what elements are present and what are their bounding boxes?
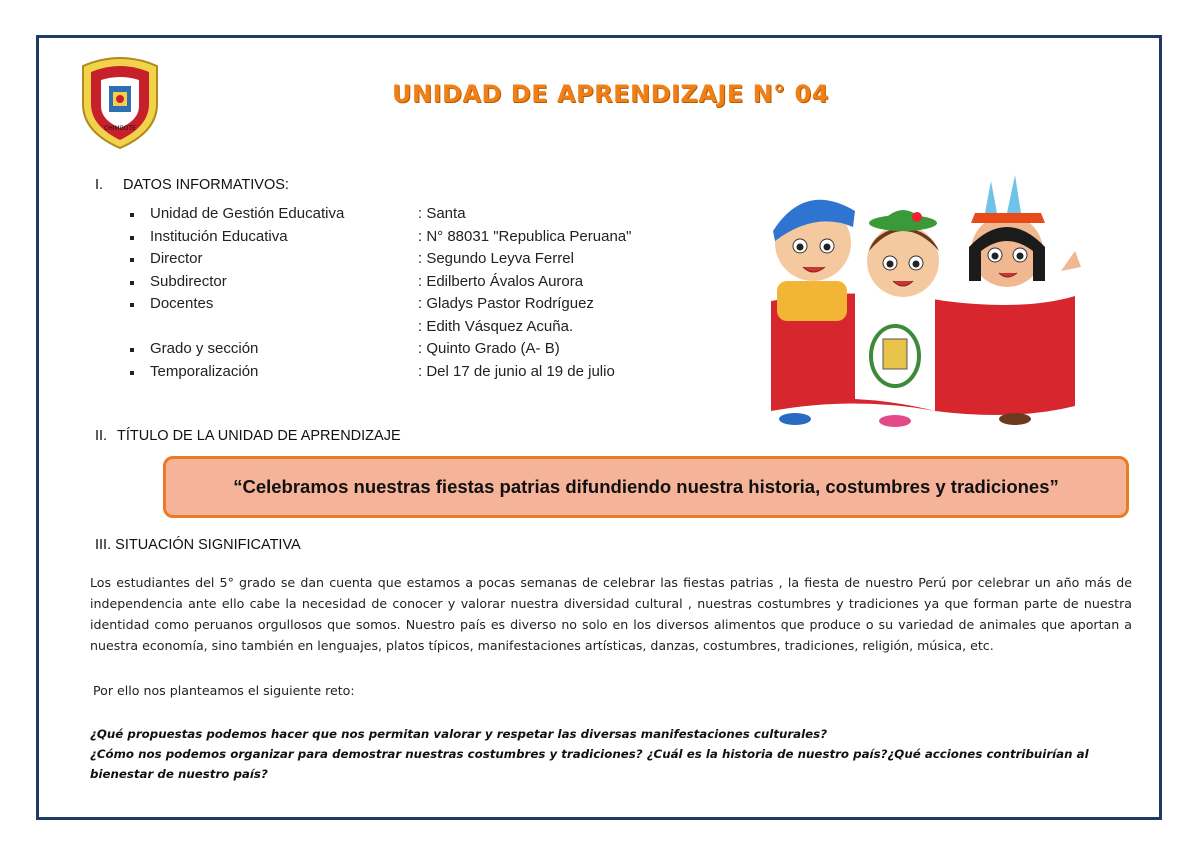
- school-shield-logo: [75, 52, 165, 152]
- datos-value: : Segundo Leyva Ferrel: [418, 250, 574, 267]
- situation-paragraph: Los estudiantes del 5° grado se dan cuenta que estamos a pocas semanas de celebrar las fiestas patrias , la fiesta de nuestro Perú por celebrar un año más de independencia ante ello cabe la necesidad de conocer y valorar nuestra diversidad cultural , nuestras costumbres y tradiciones ya que forman parte de nuestra identidad como peruanos orgullosos que somos. Nuestro país es diverso no solo en los diversos alimentos que produce o su variedad de animales que aportan a nuestra economía, sino también en lenguajes, platos típicos, manifestaciones artísticas, danzas, costumbres, tradiciones, religión, música, etc.: [90, 575, 1132, 653]
- bullet-icon: [130, 236, 134, 240]
- section-3-title: SITUACIÓN SIGNIFICATIVA: [115, 537, 301, 553]
- datos-label: Grado y sección: [150, 340, 259, 357]
- section-2-heading: [95, 428, 401, 444]
- page-title: UNIDAD DE APRENDIZAJE N° 04: [392, 80, 829, 108]
- bullet-icon: [130, 213, 134, 217]
- question-1: ¿Qué propuestas podemos hacer que nos permitan valorar y respetar las diversas manifestaciones culturales?: [90, 727, 828, 741]
- datos-label: Temporalización: [150, 362, 259, 380]
- section-3-heading: [95, 537, 301, 553]
- datos-value: : Del 17 de junio al 19 de julio: [418, 362, 615, 380]
- bullet-icon: [130, 258, 134, 262]
- datos-value: : Quinto Grado (A- B): [418, 340, 560, 357]
- logo-city-text: CHIMBOTE: [104, 125, 136, 132]
- bullet-icon: [130, 303, 134, 307]
- datos-value: : Edilberto Ávalos Aurora: [418, 272, 584, 290]
- datos-label: Subdirector: [150, 272, 227, 290]
- unit-title-banner: [163, 456, 1129, 518]
- section-2-title: TÍTULO DE LA UNIDAD DE APRENDIZAJE: [117, 428, 401, 444]
- datos-value: : Santa: [418, 205, 466, 222]
- datos-value: : N° 88031 "Republica Peruana": [418, 227, 632, 245]
- bullet-icon: [130, 371, 134, 375]
- datos-value: : Edith Vásquez Acuña.: [418, 317, 574, 335]
- question-2: ¿Cómo nos podemos organizar para demostrar nuestras costumbres y tradiciones? ¿Cuál es la historia de nuestro país?¿Qué acciones contribuirían al bienestar de nuestro país?: [90, 747, 1089, 781]
- section-1-heading: [95, 177, 289, 193]
- section-1-title: DATOS INFORMATIVOS:: [123, 177, 289, 193]
- datos-value: : Gladys Pastor Rodríguez: [418, 295, 594, 312]
- bullet-icon: [130, 281, 134, 285]
- section-3-number: III.: [95, 537, 112, 553]
- challenge-questions: [90, 724, 1130, 784]
- challenge-lead: Por ello nos planteamos el siguiente reto:: [93, 683, 355, 698]
- section-2-number: II.: [95, 428, 108, 444]
- bullet-icon: [130, 348, 134, 352]
- section-1-number: I.: [95, 177, 104, 193]
- unit-title-text: “Celebramos nuestras fiestas patrias difundiendo nuestra historia, costumbres y tradiciones”: [233, 476, 1059, 497]
- children-flag-illustration: [745, 171, 1097, 434]
- datos-label: Docentes: [150, 295, 214, 312]
- datos-label: Director: [150, 250, 203, 267]
- datos-label: Institución Educativa: [150, 227, 288, 245]
- datos-label: Unidad de Gestión Educativa: [150, 205, 345, 222]
